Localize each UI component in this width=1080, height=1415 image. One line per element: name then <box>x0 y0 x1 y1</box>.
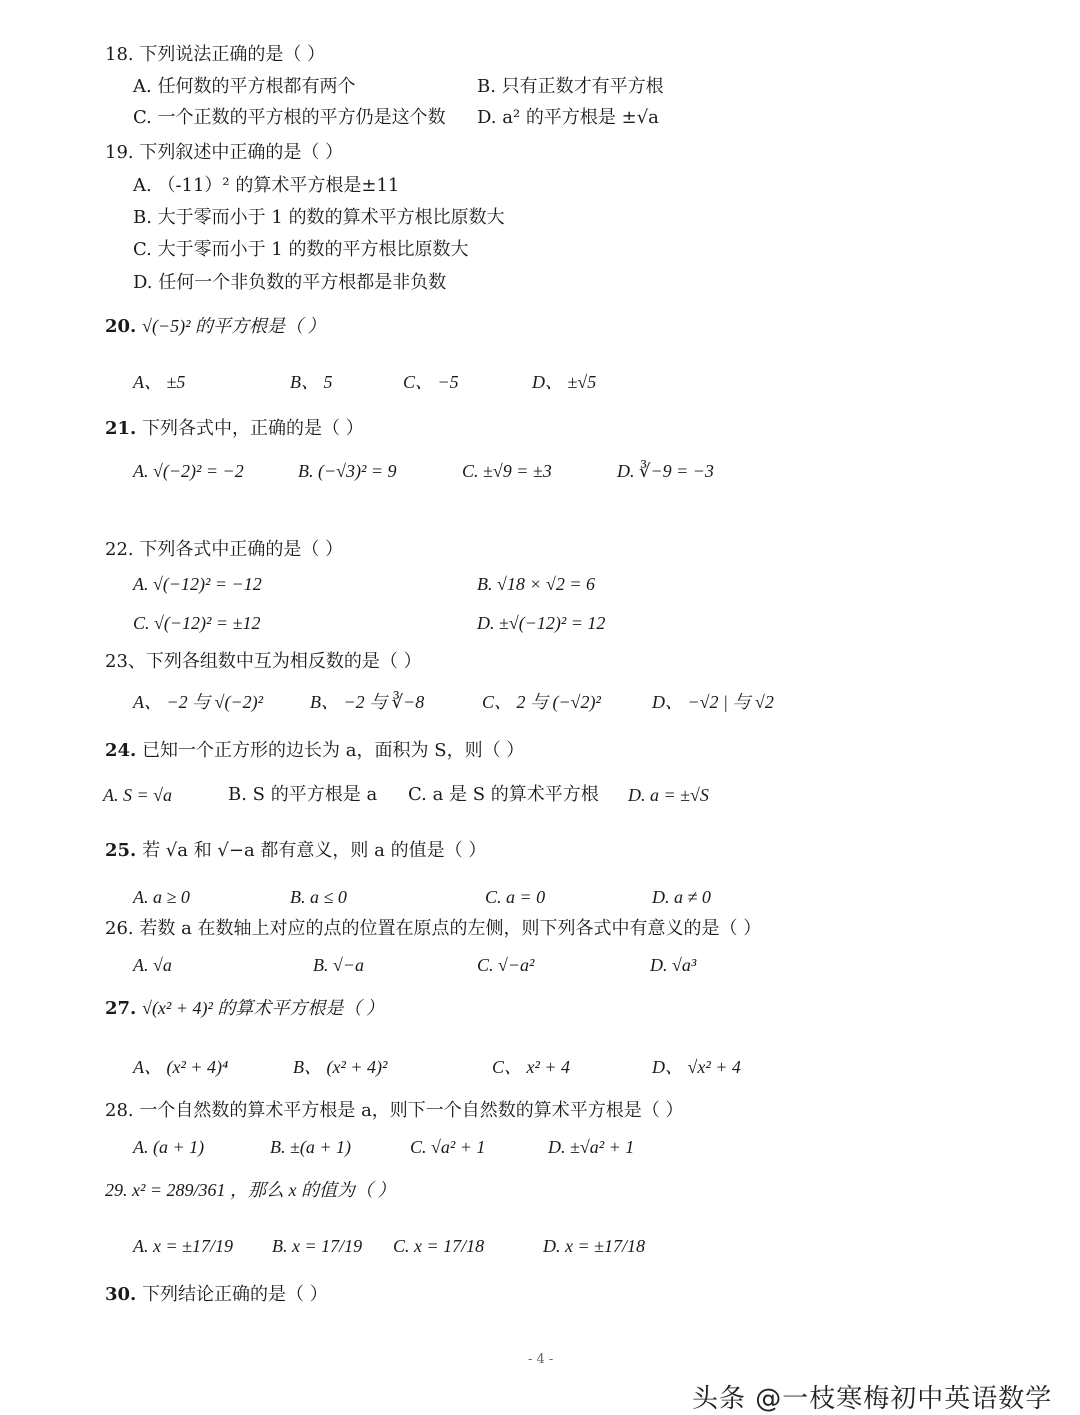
question-26-option-b: B. √−a <box>313 955 365 975</box>
question-27-option-a: A、 (x² + 4)⁴ <box>133 1057 229 1077</box>
question-21-stem <box>105 416 364 442</box>
question-21-option-b: B. (−√3)² = 9 <box>298 461 397 481</box>
question-24-number: 24. <box>105 740 137 761</box>
question-22-stem: 22. 下列各式中正确的是（ ） <box>105 539 344 560</box>
question-28-option-d: D. ±√a² + 1 <box>548 1137 635 1157</box>
question-23-option-d: D、 −√2 | 与 √2 <box>652 692 774 712</box>
question-18-option-a: A. 任何数的平方根都有两个 <box>133 76 356 97</box>
question-28-option-a: A. (a + 1) <box>133 1137 205 1157</box>
question-23-option-b: B、 −2 与 ∛−8 <box>310 692 425 712</box>
question-19-option-a: A. （-11）² 的算术平方根是±11 <box>133 175 400 196</box>
page-number: - 4 - <box>528 1352 554 1367</box>
question-26-option-a: A. √a <box>133 955 172 975</box>
question-20-number: 20. <box>105 316 137 337</box>
question-25-option-d: D. a ≠ 0 <box>652 887 711 907</box>
question-23-option-c: C、 2 与 (−√2)² <box>482 692 601 712</box>
question-28-option-b: B. ±(a + 1) <box>270 1137 352 1157</box>
question-22-option-d: D. ±√(−12)² = 12 <box>477 613 606 633</box>
question-21-option-c: C. ±√9 = ±3 <box>462 461 552 481</box>
question-24-option-c: C. a 是 S 的算术平方根 <box>408 784 599 805</box>
question-18-option-c: C. 一个正数的平方根的平方仍是这个数 <box>133 107 446 128</box>
question-22-option-b: B. √18 × √2 = 6 <box>477 574 596 594</box>
question-24-option-a: A. S = √a <box>103 785 173 805</box>
question-20-option-b: B、 5 <box>290 372 333 392</box>
question-21-number: 21. <box>105 418 137 439</box>
question-27-option-c: C、 x² + 4 <box>492 1057 571 1077</box>
question-19-option-d: D. 任何一个非负数的平方根都是非负数 <box>133 272 447 293</box>
question-25-stem <box>105 838 486 864</box>
question-18-stem: 18. 下列说法正确的是（ ） <box>105 44 326 65</box>
question-18-option-b: B. 只有正数才有平方根 <box>477 76 664 97</box>
question-26-option-d: D. √a³ <box>650 955 697 975</box>
question-25-number: 25. <box>105 840 137 861</box>
question-20-text: √(−5)² 的平方根是（ ） <box>142 316 326 336</box>
question-19-option-c: C. 大于零而小于 1 的数的平方根比原数大 <box>133 239 469 260</box>
question-25-option-b: B. a ≤ 0 <box>290 887 347 907</box>
question-24-stem <box>105 738 524 764</box>
question-23-stem: 23、下列各组数中互为相反数的是（ ） <box>105 651 422 672</box>
question-21-option-a: A. √(−2)² = −2 <box>133 461 244 481</box>
question-29-stem: 29. x² = 289/361 ，那么 x 的值为（ ） <box>105 1180 396 1200</box>
question-27-text: √(x² + 4)² 的算术平方根是（ ） <box>142 998 384 1018</box>
question-29-option-b: B. x = 17/19 <box>272 1236 363 1256</box>
question-21-option-d: D. ∛−9 = −3 <box>617 461 714 481</box>
question-22-option-a: A. √(−12)² = −12 <box>133 574 262 594</box>
question-24-text: 已知一个正方形的边长为 a，面积为 S，则（ ） <box>142 740 525 761</box>
question-26-stem: 26. 若数 a 在数轴上对应的点的位置在原点的左侧，则下列各式中有意义的是（ ） <box>105 918 762 939</box>
question-26-option-c: C. √−a² <box>477 955 535 975</box>
question-27-stem <box>105 995 384 1022</box>
question-29-option-c: C. x = 17/18 <box>393 1236 485 1256</box>
question-23-option-a: A、 −2 与 √(−2)² <box>133 692 264 712</box>
question-27-option-d: D、 √x² + 4 <box>652 1057 741 1077</box>
question-20-option-a: A、 ±5 <box>133 372 186 392</box>
question-24-option-d: D. a = ±√S <box>628 785 709 805</box>
question-29-option-a: A. x = ±17/19 <box>133 1236 234 1256</box>
question-25-option-c: C. a = 0 <box>485 887 546 907</box>
question-21-text: 下列各式中，正确的是（ ） <box>142 418 364 439</box>
question-24-option-b: B. S 的平方根是 a <box>228 784 378 805</box>
question-22-option-c: C. √(−12)² = ±12 <box>133 613 261 633</box>
question-25-option-a: A. a ≥ 0 <box>133 887 190 907</box>
question-20-option-c: C、 −5 <box>403 372 459 392</box>
question-30-number: 30. <box>105 1284 137 1305</box>
question-30-stem <box>105 1282 328 1308</box>
question-20-option-d: D、 ±√5 <box>532 372 597 392</box>
question-25-text: 若 √a 和 √−a 都有意义，则 a 的值是（ ） <box>142 840 487 861</box>
watermark-text: 头条 @一枝寒梅初中英语数学 <box>692 1384 1053 1414</box>
question-30-text: 下列结论正确的是（ ） <box>142 1284 328 1305</box>
question-28-stem: 28. 一个自然数的算术平方根是 a，则下一个自然数的算术平方根是（ ） <box>105 1100 684 1121</box>
question-19-stem: 19. 下列叙述中正确的是（ ） <box>105 142 344 163</box>
question-18-option-d: D. a² 的平方根是 ±√a <box>477 107 659 128</box>
question-19-option-b: B. 大于零而小于 1 的数的算术平方根比原数大 <box>133 207 505 228</box>
question-28-option-c: C. √a² + 1 <box>410 1137 486 1157</box>
question-20-stem <box>105 313 325 340</box>
question-27-option-b: B、 (x² + 4)² <box>293 1057 388 1077</box>
question-27-number: 27. <box>105 998 137 1019</box>
question-29-option-d: D. x = ±17/18 <box>543 1236 646 1256</box>
